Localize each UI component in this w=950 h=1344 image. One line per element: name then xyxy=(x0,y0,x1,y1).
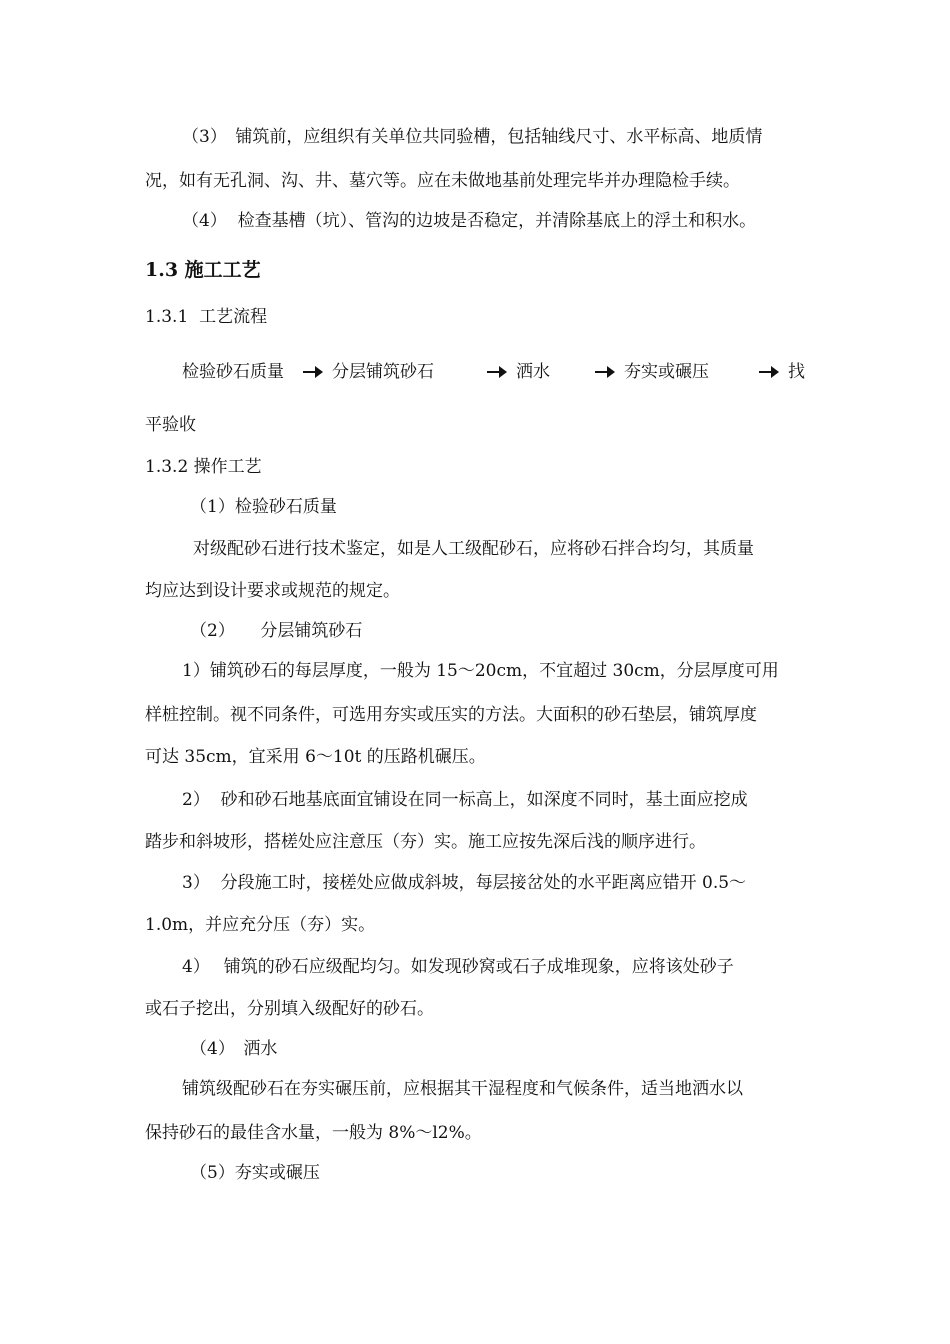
ops-item-1-title: （1）检验砂石质量 xyxy=(190,497,337,517)
flow-step-sprinkle: 洒水 xyxy=(516,362,550,382)
ops-item-4-text-line-2: 保持砂石的最佳含水量，一般为 8%～l2%。 xyxy=(145,1123,482,1143)
ops-item-1-text-line-2: 均应达到设计要求或规范的规定。 xyxy=(145,581,400,601)
ops-item-2-sub-3-line-2: 1.0m，并应充分压（夯）实。 xyxy=(145,915,376,935)
ops-item-1-text-line-1: 对级配砂石进行技术鉴定，如是人工级配砂石，应将砂石拌合均匀，其质量 xyxy=(193,539,754,559)
flow-step-level-accept-part2: 平验收 xyxy=(145,415,196,435)
paragraph-4-line-1: （4） 检查基槽（坑）、管沟的边坡是否稳定，并清除基底上的浮土和积水。 xyxy=(182,211,757,231)
paragraph-3-line-1: （3） 铺筑前，应组织有关单位共同验槽，包括轴线尺寸、水平标高、地质情 xyxy=(182,127,763,147)
flow-step-layered-paving: 分层铺筑砂石 xyxy=(332,362,434,382)
arrow-right-icon xyxy=(486,363,508,381)
arrow-right-icon xyxy=(758,363,780,381)
ops-item-2-sub-4-line-2: 或石子挖出，分别填入级配好的砂石。 xyxy=(145,999,434,1019)
ops-item-2-sub-2-line-1: 2） 砂和砂石地基底面宜铺设在同一标高上，如深度不同时，基土面应挖成 xyxy=(182,790,748,810)
ops-item-4-text-line-1: 铺筑级配砂石在夯实碾压前，应根据其干湿程度和气候条件，适当地洒水以 xyxy=(182,1079,743,1099)
process-flow xyxy=(0,360,950,386)
ops-item-2-sub-1-line-2: 样桩控制。视不同条件，可选用夯实或压实的方法。大面积的砂石垫层，铺筑厚度 xyxy=(145,705,757,725)
ops-item-2-title: （2） 分层铺筑砂石 xyxy=(190,621,363,641)
ops-item-2-sub-2-line-2: 踏步和斜坡形，搭槎处应注意压（夯）实。施工应按先深后浅的顺序进行。 xyxy=(145,832,706,852)
arrow-right-icon xyxy=(302,363,324,381)
ops-item-2-sub-4-line-1: 4） 铺筑的砂石应级配均匀。如发现砂窝或石子成堆现象，应将该处砂子 xyxy=(182,957,734,977)
section-heading: 1.3 施工工艺 xyxy=(145,259,261,281)
arrow-right-icon xyxy=(594,363,616,381)
ops-item-4-title: （4） 洒水 xyxy=(190,1039,278,1059)
paragraph-3-line-2: 况，如有无孔洞、沟、井、墓穴等。应在未做地基前处理完毕并办理隐检手续。 xyxy=(145,171,740,191)
flow-step-compact: 夯实或碾压 xyxy=(624,362,709,382)
ops-item-2-sub-1-line-1: 1）铺筑砂石的每层厚度，一般为 15～20cm，不宜超过 30cm，分层厚度可用 xyxy=(182,661,779,681)
flow-step-level-accept-part1: 找 xyxy=(788,362,805,382)
subsection-operations-title: 1.3.2 操作工艺 xyxy=(145,457,262,477)
subsection-process-flow-title: 1.3.1 工艺流程 xyxy=(145,307,268,327)
ops-item-2-sub-1-line-3: 可达 35cm，宜采用 6～10t 的压路机碾压。 xyxy=(145,747,486,767)
ops-item-5-title: （5）夯实或碾压 xyxy=(190,1163,320,1183)
flow-step-inspect: 检验砂石质量 xyxy=(182,362,284,382)
ops-item-2-sub-3-line-1: 3） 分段施工时，接槎处应做成斜坡，每层接岔处的水平距离应错开 0.5～ xyxy=(182,873,747,893)
